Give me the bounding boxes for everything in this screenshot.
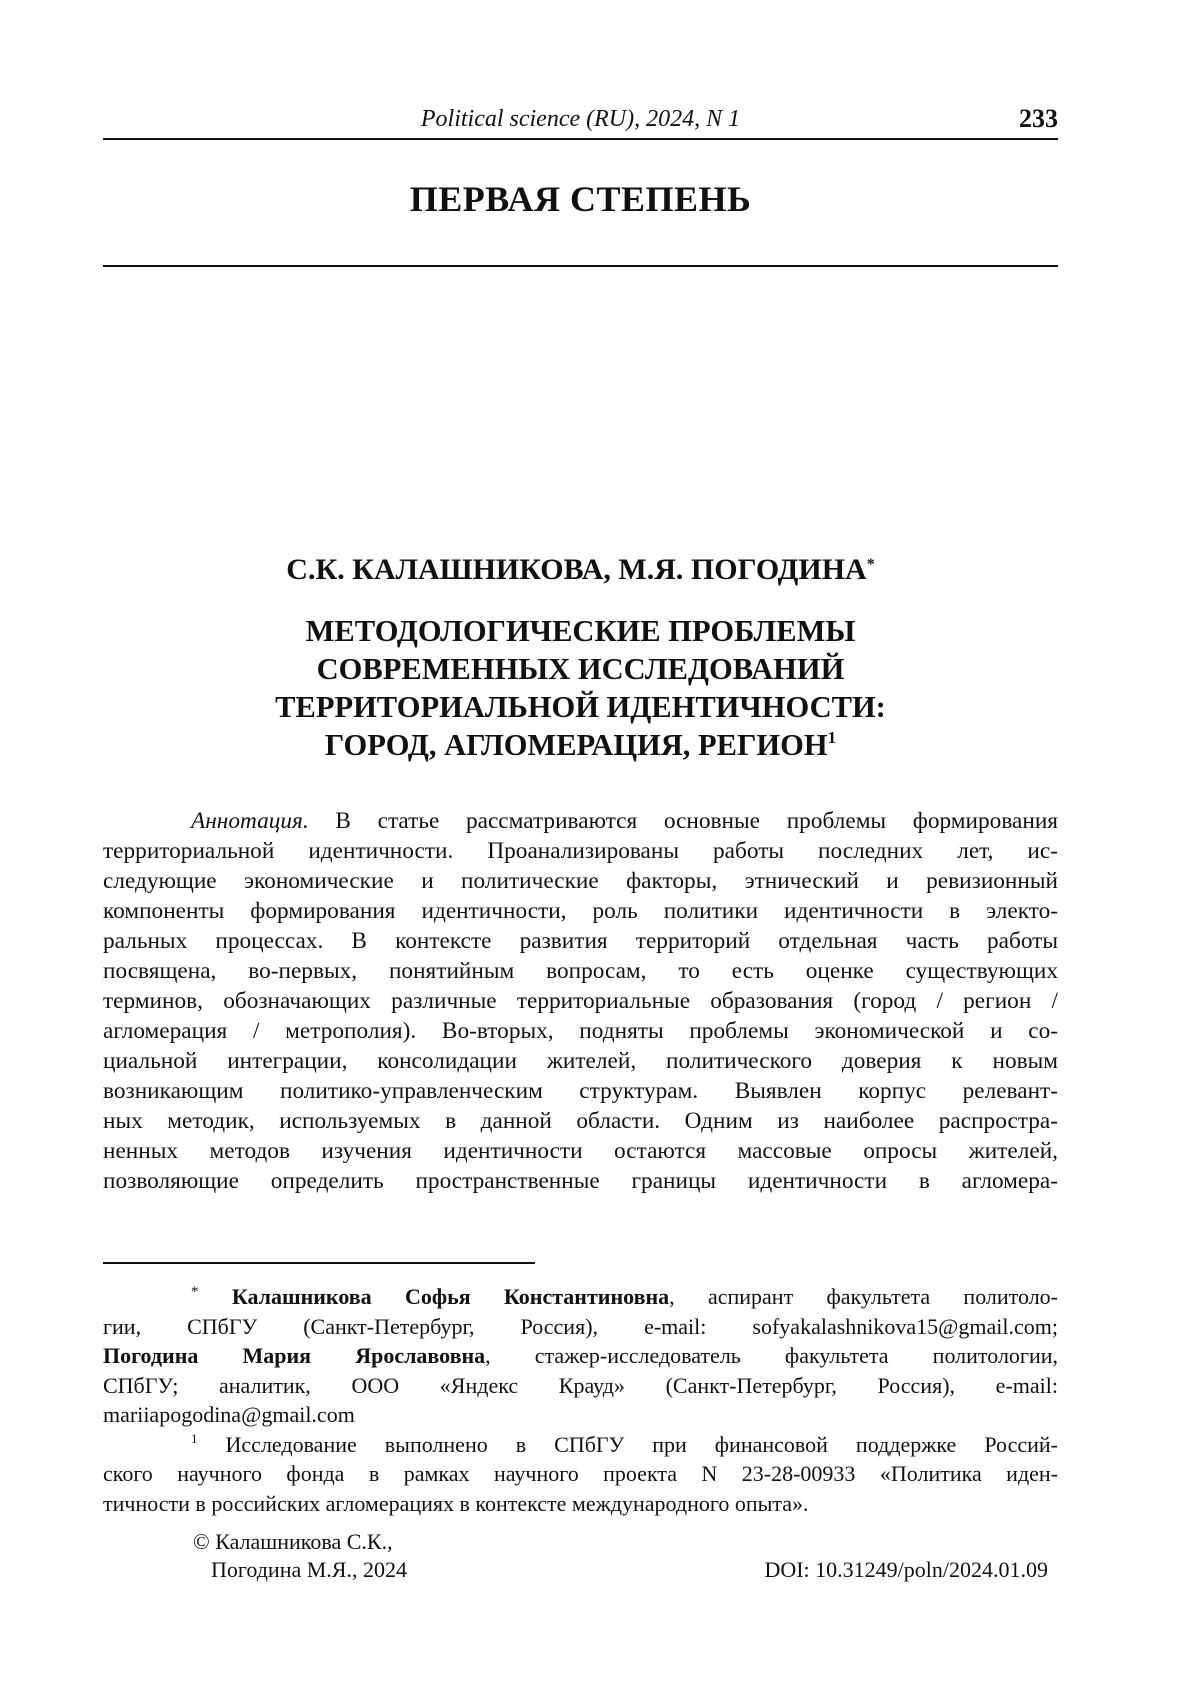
footnote-line: гии, СПбГУ (Санкт-Петербург, Россия), e-mail: sofyakalashnikova15@gmail.com; bbox=[103, 1312, 1058, 1342]
title-footnote-mark: 1 bbox=[828, 728, 837, 747]
copyright-line: © Калашникова С.К., bbox=[191, 1528, 1058, 1556]
abstract-line: позволяющие определить пространственные границы идентичности в агломера- bbox=[103, 1166, 1058, 1196]
copyright-block bbox=[191, 1528, 1058, 1584]
section-divider bbox=[103, 265, 1058, 267]
author-full-name: Калашникова Софья Константиновна bbox=[232, 1284, 669, 1309]
footnote-line: тичности в российских агломерациях в контексте международного опыта». bbox=[103, 1489, 1058, 1519]
abstract-line: терминов, обозначающих различные территориальные образования (город / регион / bbox=[103, 986, 1058, 1016]
footnote-separator bbox=[103, 1262, 535, 1264]
footnote-line: ского научного фонда в рамках научного проекта N 23-28-00933 «Политика иден- bbox=[103, 1459, 1058, 1489]
footnotes bbox=[103, 1282, 1058, 1518]
title-line: МЕТОДОЛОГИЧЕСКИЕ ПРОБЛЕМЫ bbox=[103, 612, 1058, 650]
abstract-line: возникающим политико-управленческим структурам. Выявлен корпус релевант- bbox=[103, 1076, 1058, 1106]
abstract-label: Аннотация. bbox=[191, 808, 309, 834]
abstract bbox=[103, 806, 1058, 1196]
journal-page bbox=[103, 0, 1058, 1706]
title-line: СОВРЕМЕННЫХ ИССЛЕДОВАНИЙ bbox=[103, 650, 1058, 688]
running-head bbox=[103, 104, 1058, 140]
page-number: 233 bbox=[1019, 104, 1058, 134]
section-title: ПЕРВАЯ СТЕПЕНЬ bbox=[103, 178, 1058, 220]
abstract-line: компоненты формирования идентичности, роль политики идентичности в электо- bbox=[103, 896, 1058, 926]
abstract-line bbox=[103, 806, 1058, 836]
footnote-line: СПбГУ; аналитик, ООО «Яндекс Крауд» (Санкт-Петербург, Россия), e-mail: bbox=[103, 1371, 1058, 1401]
article-authors bbox=[103, 553, 1058, 587]
author-footnote-mark: * bbox=[867, 556, 875, 573]
abstract-line: территориальной идентичности. Проанализированы работы последних лет, ис- bbox=[103, 836, 1058, 866]
author-full-name: Погодина Мария Ярославовна bbox=[103, 1343, 485, 1368]
copyright-line: Погодина М.Я., 2024 bbox=[191, 1556, 1058, 1584]
footnote-text: Исследование выполнено в СПбГУ при финансовой поддержке Россий- bbox=[198, 1432, 1059, 1457]
abstract-line: агломерация / метрополия). Во-вторых, подняты проблемы экономической и со- bbox=[103, 1016, 1058, 1046]
footnote-text: , аспирант факультета политоло- bbox=[669, 1284, 1058, 1309]
footnote-mark: 1 bbox=[191, 1431, 198, 1446]
doi: DOI: 10.31249/poln/2024.01.09 bbox=[764, 1556, 1048, 1584]
footnote-mark: * bbox=[191, 1284, 199, 1300]
author-names: С.К. КАЛАШНИКОВА, М.Я. ПОГОДИНА bbox=[286, 553, 866, 586]
abstract-line: ненных методов изучения идентичности остаются массовые опросы жителей, bbox=[103, 1136, 1058, 1166]
abstract-line: циальной интеграции, консолидации жителей, политического доверия к новым bbox=[103, 1046, 1058, 1076]
abstract-line: посвящена, во-первых, понятийным вопросам, то есть оценке существующих bbox=[103, 956, 1058, 986]
abstract-line: ных методик, используемых в данной области. Одним из наиболее распростра- bbox=[103, 1106, 1058, 1136]
abstract-line: ральных процессах. В контексте развития территорий отдельная часть работы bbox=[103, 926, 1058, 956]
title-line: ТЕРРИТОРИАЛЬНОЙ ИДЕНТИЧНОСТИ: bbox=[103, 688, 1058, 726]
abstract-line: следующие экономические и политические факторы, этнический и ревизионный bbox=[103, 866, 1058, 896]
footnote-line bbox=[103, 1282, 1058, 1312]
article-title bbox=[103, 612, 1058, 764]
abstract-text: В статье рассматриваются основные проблемы формирования bbox=[309, 808, 1058, 834]
title-line-text: ГОРОД, АГЛОМЕРАЦИЯ, РЕГИОН bbox=[325, 728, 828, 762]
journal-running-title: Political science (RU), 2024, N 1 bbox=[103, 106, 1058, 133]
footnote-text: , стажер-исследователь факультета политологии, bbox=[485, 1343, 1058, 1368]
footnote-line: mariiapogodina@gmail.com bbox=[103, 1400, 1058, 1430]
title-line-last bbox=[103, 726, 1058, 764]
footnote-line bbox=[103, 1341, 1058, 1371]
footnote-line bbox=[103, 1430, 1058, 1460]
